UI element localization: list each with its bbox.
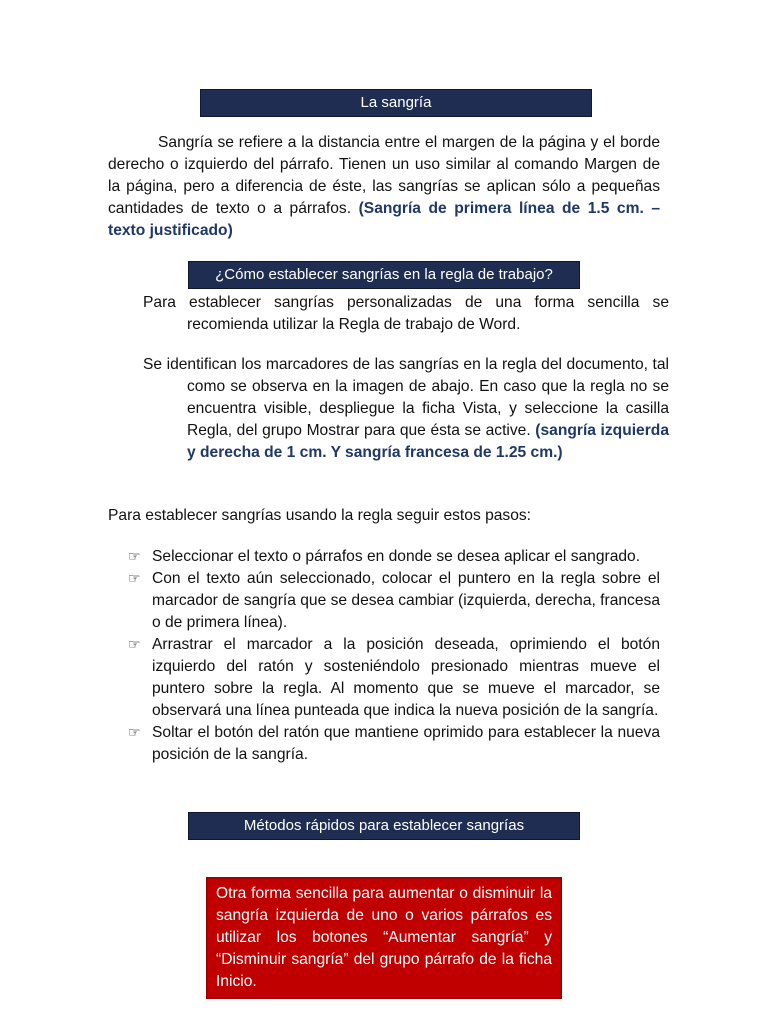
pointing-hand-icon: ☞ (128, 548, 141, 564)
pointing-hand-icon: ☞ (128, 570, 141, 586)
steps-list (128, 546, 660, 766)
paragraph-definicion-text: Sangría se refiere a la distancia entre el margen de la página y el borde derecho o izquierdo del párrafo. Tienen un uso similar al comando Margen de la página, pero a diferencia de éste, las sangrías se aplican sólo a pequeñas cantidades de texto o a párrafos. (108, 134, 660, 217)
step-text: Soltar el botón del ratón que mantiene oprimido para establecer la nueva posición de la sangría. (152, 724, 660, 763)
steps-intro: Para establecer sangrías usando la regla seguir estos pasos: (108, 507, 532, 524)
pointing-hand-icon: ☞ (128, 636, 141, 652)
paragraph-definicion-accent: (Sangría de primera línea de 1.5 cm. – texto justificado) (108, 200, 660, 239)
step-text: Seleccionar el texto o párrafos en donde se desea aplicar el sangrado. (152, 548, 641, 565)
pointing-hand-icon: ☞ (128, 724, 141, 740)
paragraph-marcadores-accent: (sangría izquierda y derecha de 1 cm. Y sangría francesa de 1.25 cm.) (187, 422, 669, 461)
step-text: Arrastrar el marcador a la posición deseada, oprimiendo el botón izquierdo del ratón y sosteniéndolo presionado mientras mueve el puntero sobre la regla. Al momento que se mueve el marcador, se observará una línea punteada que indica la nueva posición de la sangría. (152, 636, 660, 719)
note-box: Otra forma sencilla para aumentar o disminuir la sangría izquierda de uno o varios párrafos es utilizar los botones “Aumentar sangría” y “Disminuir sangría” del grupo párrafo de la ficha Inicio. (206, 877, 562, 999)
list-item (128, 634, 660, 722)
list-item (128, 722, 660, 766)
paragraph-marcadores-text: Se identifican los marcadores de las sangrías en la regla del documento, tal como se observa en la imagen de abajo. En caso que la regla no se encuentra visible, despliegue la ficha Vista, y seleccione la casilla Regla, del grupo Mostrar para que ésta se active. (143, 356, 669, 439)
section-title-metodos: Métodos rápidos para establecer sangrías (188, 812, 580, 840)
list-item (128, 546, 660, 568)
paragraph-definicion (108, 132, 660, 242)
paragraph-regla-intro: Para establecer sangrías personalizadas de una forma sencilla se recomienda utilizar la Regla de trabajo de Word. (143, 294, 669, 333)
list-item (128, 568, 660, 634)
section-title-la-sangria: La sangría (200, 89, 592, 117)
section-title-regla: ¿Cómo establecer sangrías en la regla de trabajo? (188, 261, 580, 289)
step-text: Con el texto aún seleccionado, colocar el puntero en la regla sobre el marcador de sangría que se desea cambiar (izquierda, derecha, francesa o de primera línea). (152, 570, 660, 631)
paragraph-marcadores (143, 354, 669, 464)
